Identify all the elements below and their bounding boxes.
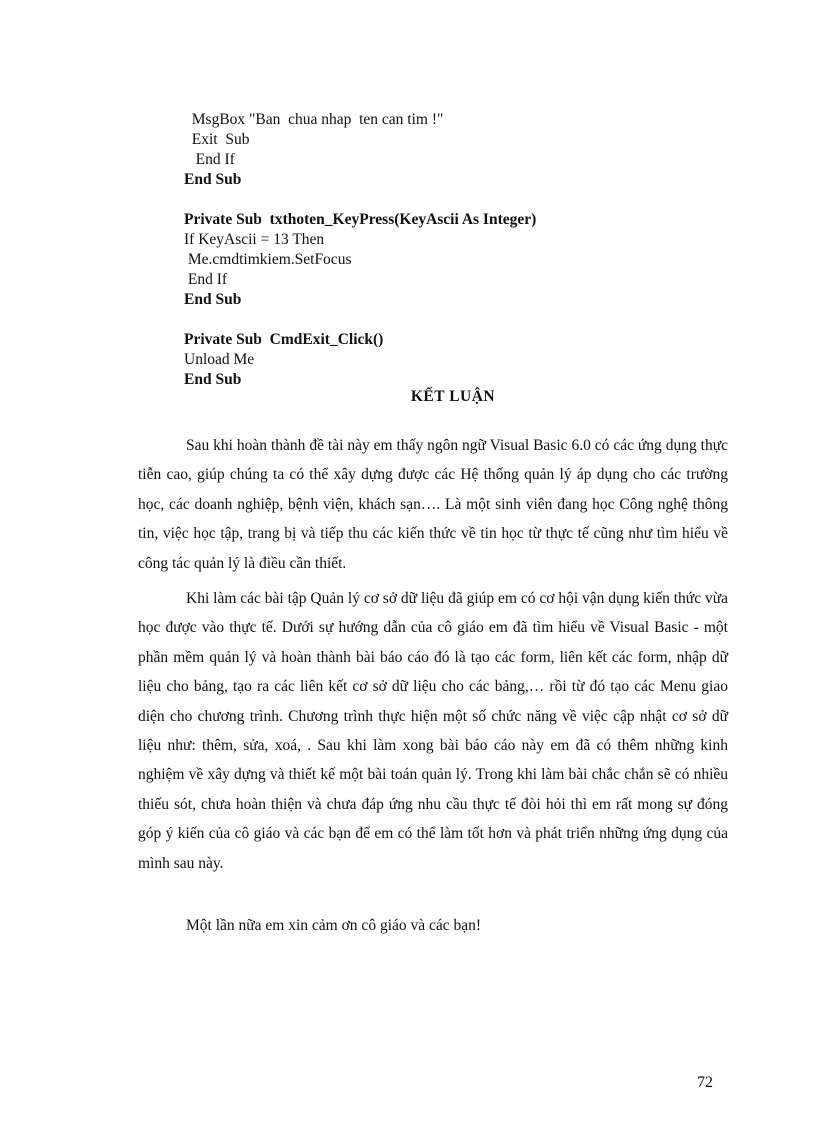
code-line: End If xyxy=(184,271,228,288)
page-number: 72 xyxy=(697,1074,713,1091)
paragraph-3: Một lần nữa em xin cảm ơn cô giáo và các bạn! xyxy=(186,917,482,934)
code-line: Exit Sub xyxy=(184,131,250,148)
code-line: Me.cmdtimkiem.SetFocus xyxy=(184,251,352,268)
code-line: End If xyxy=(184,151,235,168)
code-line: If KeyAscii = 13 Then xyxy=(184,231,325,248)
heading-text: KẾT LUẬN xyxy=(410,388,496,405)
code-line: Unload Me xyxy=(184,351,255,368)
code-block-msgbox xyxy=(184,110,536,390)
code-line: Private Sub txthoten_KeyPress(KeyAscii As Integer) xyxy=(184,211,537,228)
paragraph-1: Sau khi hoàn thành đề tài này em thấy ngôn ngữ Visual Basic 6.0 có các ứng dụng thực tiễn cao, giúp chúng ta có thể xây dựng được các Hệ thống quản lý áp dụng cho các trường học, các doanh nghiệp, bệnh viện, khách sạn…. Là một sinh viên đang học Công nghệ thông tin, việc học tập, trang bị và tiếp thu các kiến thức về tin học từ thực tế cũng như tìm hiểu về công tác quản lý là điều cần thiết. xyxy=(138,437,728,572)
code-line: MsgBox "Ban chua nhap ten can tim !" xyxy=(184,111,444,128)
code-line: End Sub xyxy=(184,171,242,188)
section-heading xyxy=(0,388,816,406)
code-line: End Sub xyxy=(184,371,242,388)
paragraph-2: Khi làm các bài tập Quản lý cơ sở dữ liệu đã giúp em có cơ hội vận dụng kiến thức vừa học được vào thực tế. Dưới sự hướng dẫn của cô giáo em đã tìm hiểu về Visual Basic - một phần mềm quản lý và hoàn thành bài báo cáo đó là tạo các form, liên kết các form, nhập dữ liệu cho bảng, tạo ra các liên kết cơ sở dữ liệu cho các bảng,… rồi từ đó tạo các Menu giao diện cho chương trình. Chương trình thực hiện một số chức năng về việc cập nhật cơ sở dữ liệu như: thêm, sửa, xoá, . Sau khi làm xong bài báo cáo này em đã có thêm những kinh nghiệm về xây dựng và thiết kế một bài toán quản lý. Trong khi làm bài chắc chắn sẽ có nhiều thiếu sót, chưa hoàn thiện và chưa đáp ứng nhu cầu thực tế đòi hỏi thì em rất mong sự đóng góp ý kiến của cô giáo và các bạn để em có thể làm tốt hơn và phát triển những ứng dụng của mình sau này. xyxy=(138,590,728,872)
code-line: End Sub xyxy=(184,291,242,308)
code-line: Private Sub CmdExit_Click() xyxy=(184,331,384,348)
